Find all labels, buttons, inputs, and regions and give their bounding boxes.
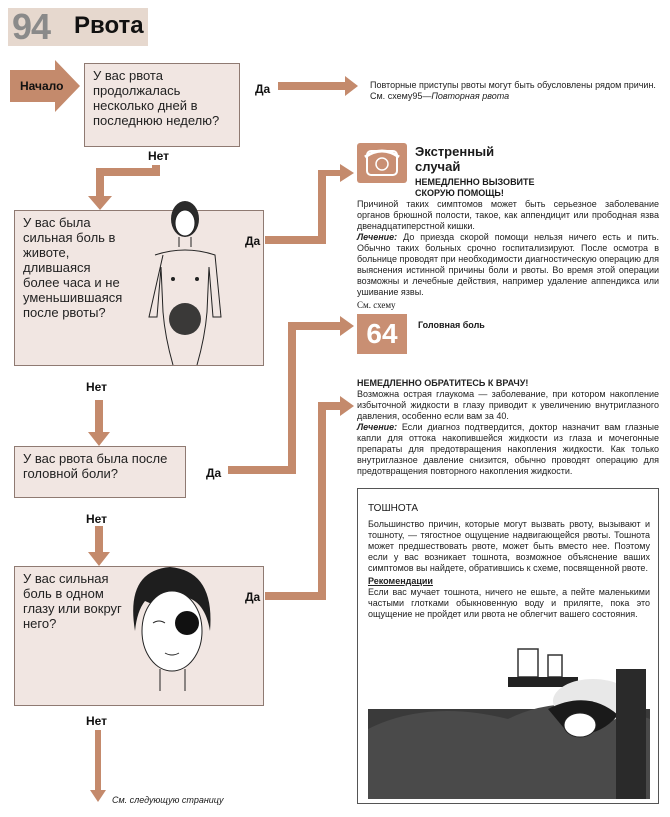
question-3-text: У вас рвота была после головной боли? xyxy=(23,451,168,481)
sick-person-illustration xyxy=(368,629,650,799)
ref64-badge: 64 xyxy=(357,314,407,354)
nausea-rec: Если вас мучает тошнота, ничего не ешьте, а пейте маленькими частыми глотками обыкновенную воду и прилягте, пока это ощущение не пройдет или рвота не облегчит вашего состояния. xyxy=(368,587,650,619)
emergency-treatment-label: Лечение: xyxy=(357,232,398,242)
question-1-text: У вас рвота продолжалась несколько дней в последнюю неделю? xyxy=(93,68,220,128)
question-1-box xyxy=(84,63,240,147)
question-2-box xyxy=(14,210,264,366)
question-4-text: У вас сильная боль в одном глазу или вокруг него? xyxy=(23,571,122,631)
question-3-box xyxy=(14,446,186,498)
emergency-title: Экстренный случай xyxy=(415,144,495,174)
q3-no-label: Нет xyxy=(86,512,108,526)
nausea-text xyxy=(368,519,650,620)
glaucoma-call: НЕМЕДЛЕННО ОБРАТИТЕСЬ К ВРАЧУ! xyxy=(357,378,529,388)
question-2-text: У вас была сильная боль в животе, длившаяся более часа и не уменьшившаяся после рвоты? xyxy=(23,215,123,320)
emergency-text xyxy=(357,199,659,298)
q1-yes-arrow xyxy=(278,76,358,96)
q2-no-label: Нет xyxy=(86,380,108,394)
q4-yes-label: Да xyxy=(245,590,261,604)
emergency-call: НЕМЕДЛЕННО ВЫЗОВИТЕ СКОРУЮ ПОМОЩЬ! xyxy=(415,177,535,198)
glaucoma-body: Возможна острая глаукома — заболевание, при котором накопление избыточной жидкости в глазу приводит к увеличению внутриглазного давления, особенно если вам за 40. xyxy=(357,389,659,421)
q1-result-ref: Повторная рвота xyxy=(431,91,510,101)
question-4-box xyxy=(14,566,264,706)
q1-yes-label: Да xyxy=(255,82,271,96)
q1-result-text: Повторные приступы рвоты могут быть обусловлены рядом причин. См. схему95— xyxy=(370,80,656,101)
glaucoma-treatment-label: Лечение: xyxy=(357,422,398,432)
q3-no-arrow xyxy=(88,526,110,566)
q4-yes-arrow xyxy=(265,396,354,600)
glaucoma-text xyxy=(357,378,659,477)
nausea-title: ТОШНОТА xyxy=(368,503,419,514)
q2-no-arrow xyxy=(88,400,110,446)
nausea-body: Большинство причин, которые могут вызвать рвоту, вызывают и тошноту, — тягостное ощущение надвигающейся рвоты. Тошнота может предшествовать рвоте, может быть вместо нее. Поэтому если у вас возникает тошнота, возможное объяснение ваших симптомов вы найдете, обратившись к схеме, посвященной рвоте. xyxy=(368,519,650,573)
face-eye-pain-icon xyxy=(115,561,225,701)
chapter-number: 94 xyxy=(12,6,51,47)
nausea-rec-title: Рекомендации xyxy=(368,576,433,586)
emergency-treatment: До приезда скорой помощи нельзя ничего есть и пить. Обычно таких больных срочно госпитализируют. После осмотра в больнице проводят при необходимости диагностическую операцию для выяснения истинной причины боли и рвоты. Во время этой операции возможны и лечебные действия, например удаление аппендикса или ушивание язвы. xyxy=(357,232,659,297)
footer-next-page: См. следующую страницу xyxy=(112,795,224,805)
phone-icon xyxy=(357,143,407,183)
q4-no-arrow xyxy=(90,730,106,802)
q1-result xyxy=(370,80,660,102)
glaucoma-treatment: Если диагноз подтвердится, доктор назначит вам глазные капли для оттока накопившейся жидкости из глаза и мочегонные препараты для предотвращения накопления жидкости. Как только внутриглазное давление снизится, обычно проводят операцию для предотвращения повторного накопления жидкости. xyxy=(357,422,659,476)
emergency-body: Причиной таких симптомов может быть серьезное заболевание органов брюшной полости, такое, как аппендицит или прободная язва двенадцатиперстной кишки. xyxy=(357,199,659,231)
q1-no-label: Нет xyxy=(148,149,170,163)
q3-yes-label: Да xyxy=(206,466,222,480)
nausea-box xyxy=(357,488,659,804)
page-title: Рвота xyxy=(74,12,144,39)
body-figure-icon xyxy=(135,197,235,367)
start-label: Начало xyxy=(20,79,64,93)
q2-yes-label: Да xyxy=(245,234,261,248)
q2-yes-arrow xyxy=(265,164,354,244)
q4-no-label: Нет xyxy=(86,714,108,728)
ref64-label: Головная боль xyxy=(418,320,485,330)
ref64-see: См. схему xyxy=(357,300,396,310)
